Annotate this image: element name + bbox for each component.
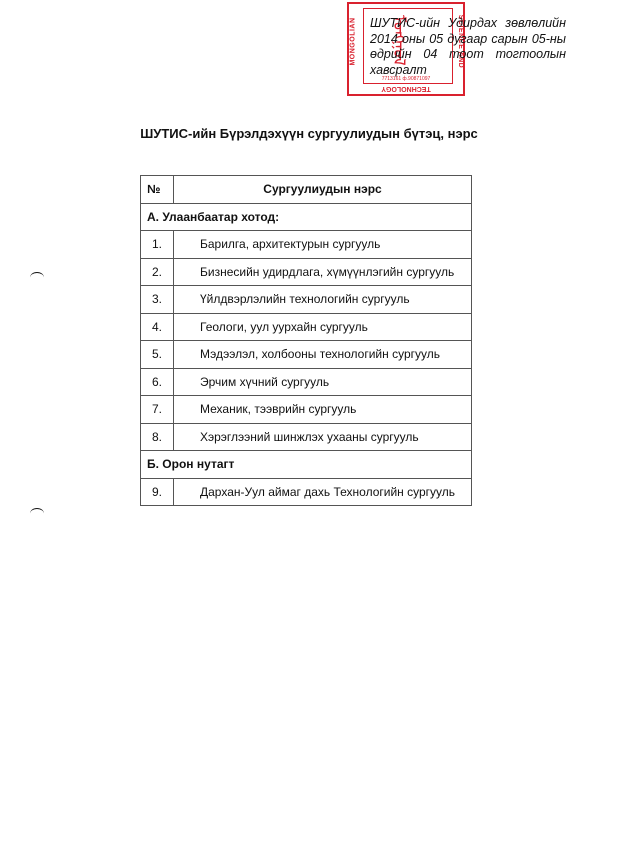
table-row (141, 258, 472, 286)
section-row-ulaanbaatar (141, 203, 472, 231)
stamp-bottom-text: TECHNOLOGY (381, 85, 431, 92)
table-row (141, 396, 472, 424)
row-school-name: Механик, тээврийн сургууль (174, 396, 472, 424)
table-header-row (141, 176, 472, 204)
section-label: Б. Орон нутагт (141, 451, 472, 479)
row-school-name: Үйлдвэрлэлийн технологийн сургууль (174, 286, 472, 314)
table-row (141, 341, 472, 369)
stamp-left-text: MONGOLIAN (349, 17, 357, 66)
row-school-name: Барилга, архитектурын сургууль (174, 231, 472, 259)
row-number: 7. (141, 396, 174, 424)
resolution-line: ШУТИС-ийн Удирдах зөвлөлийн (370, 16, 566, 30)
table-row (141, 313, 472, 341)
row-school-name: Хэрэглээний шинжлэх ухааны сургууль (174, 423, 472, 451)
document-title: ШУТИС-ийн Бүрэлдэхүүн сургуулиудын бүтэц, нэрс (140, 126, 478, 141)
resolution-line: 2014 оны 05 дугаар сарын 05-ны (370, 31, 566, 46)
stamp-phone: 7713161 ф.90871097 (381, 76, 431, 82)
stamp-right-text: SCIENCE AND (456, 14, 464, 69)
table-row (141, 231, 472, 259)
resolution-line: хавсралт (370, 62, 427, 77)
table-row (141, 286, 472, 314)
table-row (141, 478, 472, 506)
punch-hole-mark (30, 272, 44, 283)
row-number: 2. (141, 258, 174, 286)
row-number: 1. (141, 231, 174, 259)
row-number: 4. (141, 313, 174, 341)
row-school-name: Геологи, уул уурхайн сургууль (174, 313, 472, 341)
stamp-mongolian-script: ᠮᠣᠩᠭᠣᠯ (390, 15, 407, 66)
row-school-name: Эрчим хүчний сургууль (174, 368, 472, 396)
row-number: 5. (141, 341, 174, 369)
section-label: А. Улаанбаатар хотод: (141, 203, 472, 231)
row-number: 3. (141, 286, 174, 314)
resolution-note (370, 16, 566, 78)
row-number: 8. (141, 423, 174, 451)
schools-table (140, 175, 472, 506)
header-school-name: Сургуулиудын нэрс (174, 176, 472, 204)
row-school-name: Дархан-Уул аймаг дахь Технологийн сургууль (174, 478, 472, 506)
row-number: 6. (141, 368, 174, 396)
header-number: № (141, 176, 174, 204)
punch-hole-mark (30, 508, 44, 519)
table-row (141, 368, 472, 396)
row-number: 9. (141, 478, 174, 506)
table-row (141, 423, 472, 451)
resolution-line: өдрийн 04 тоот тогтоолын (370, 47, 566, 61)
row-school-name: Бизнесийн удирдлага, хүмүүнлэгийн сургууль (174, 258, 472, 286)
section-row-countryside (141, 451, 472, 479)
row-school-name: Мэдээлэл, холбооны технологийн сургууль (174, 341, 472, 369)
